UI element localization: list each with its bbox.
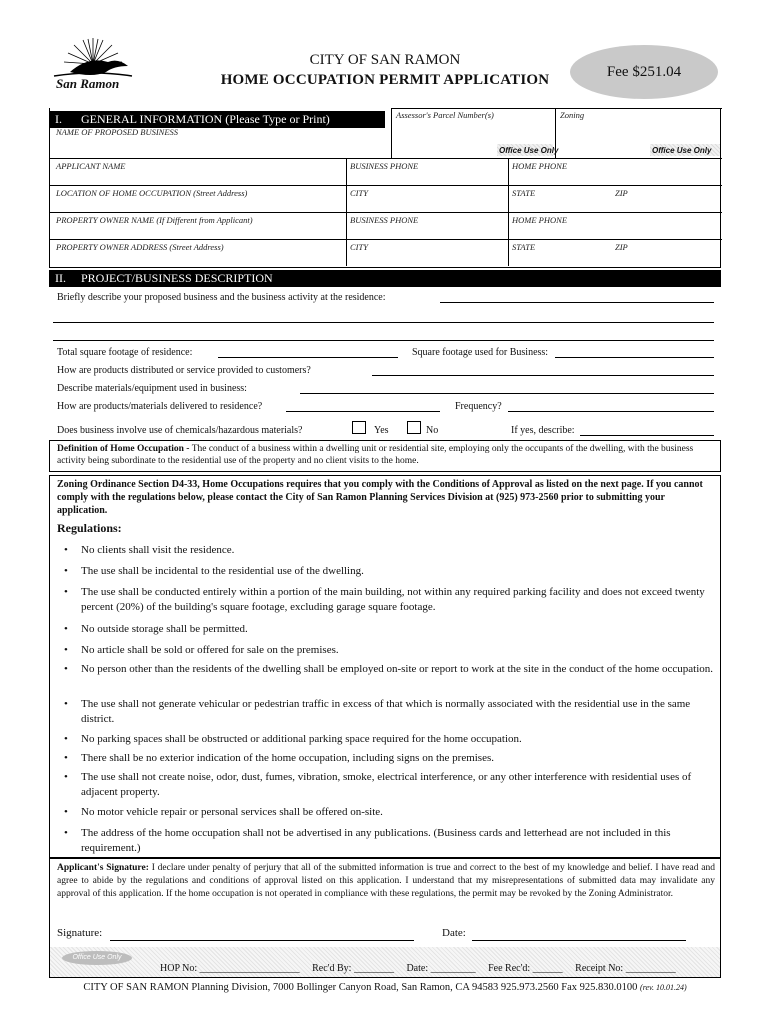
page-title: HOME OCCUPATION PERMIT APPLICATION [220,72,550,88]
owner-business-phone-label: BUSINESS PHONE [350,215,419,225]
owner-state-label: STATE [512,242,536,252]
receipt-number-field[interactable]: Receipt No: __________ [575,963,676,974]
regulation-item: • The use shall be conducted entirely within a portion of the main building, not within any required parking facility and does not exceed twenty percent (20%) of the building's square footage, excluding garage square footage. [64,586,705,613]
describe-line-3[interactable] [53,340,714,341]
definition-text: The conduct of a business within a dwelling unit or residential site, employing only the occupants of the dwelling, with the business activity being subordinate to the residential use of the property and no client visits to the home. [57,444,694,466]
office-use-badge: Office Use Only [62,951,132,965]
owner-home-phone-label: HOME PHONE [512,215,568,225]
describe-field[interactable] [440,302,714,303]
section-2-header [49,270,721,287]
signature-heading: Applicant's Signature: [57,863,149,873]
location-label: LOCATION OF HOME OCCUPATION (Street Address) [56,188,248,198]
fee-badge: Fee $251.04 [570,45,718,99]
materials-field[interactable] [300,393,714,394]
regulation-item: • The use shall not generate vehicular or pedestrian traffic in excess of that which is normally associated with the residential use in the same district. [64,698,691,725]
yes-checkbox[interactable] [352,421,366,434]
regulation-item: • No person other than the residents of the dwelling shall be employed on-site or report to work at the site in the conduct of the home occupation. [64,663,714,675]
declaration [57,862,715,901]
city-label: CITY [350,188,368,198]
owner-city-label: CITY [350,242,368,252]
sqft-residence-question: Total square footage of residence: [57,347,193,358]
distributed-question: How are products distributed or service provided to customers? [57,365,311,376]
yes-label: Yes [374,425,389,436]
if-yes-label: If yes, describe: [511,425,575,436]
signature-box [49,858,721,978]
footer-address: CITY OF SAN RAMON Planning Division, 7000 Bollinger Canyon Road, San Ramon, CA 94583 925.973.2560 Fax 925.830.0100 [83,982,638,993]
business-name-label: NAME OF PROPOSED BUSINESS [56,127,179,137]
state-label: STATE [512,188,536,198]
regulations-title: Regulations: [57,521,122,535]
definition-box [49,440,721,472]
ordinance-text: Zoning Ordinance Section D4-33, Home Occupations requires that you comply with the Conditions of Approval as listed on the next page. If you cannot comply with the regulations below, please contact the City of San Ramon Planning Services Division at (925) 973-2560 prior to submitting your application. [57,479,703,516]
definition-label: Definition of Home Occupation - [57,444,190,454]
business-phone-label: BUSINESS PHONE [350,161,419,171]
revision-date: (rev. 10.01.24) [640,983,687,992]
no-label: No [426,425,439,436]
regulations-box [49,475,721,858]
fee-received-field[interactable]: Fee Rec'd: ______ [488,963,563,974]
regulation-item: • No outside storage shall be permitted. [64,623,248,635]
describe-question: Briefly describe your proposed business and the business activity at the residence: [57,292,386,303]
sqft-business-field[interactable] [555,357,714,358]
date-field[interactable] [472,940,686,941]
section-2-number: II. [55,271,66,285]
regulation-item: • The address of the home occupation shall not be advertised in any publications. (Business cards and letterhead are not included in this requirement.) [64,827,671,854]
sqft-business-question: Square footage used for Business: [412,347,549,358]
regulation-item: • The use shall be incidental to the residential use of the dwelling. [64,565,364,577]
regulation-item: • No motor vehicle repair or personal services shall be offered on-site. [64,806,383,818]
office-use-fields [160,963,676,974]
materials-question: Describe materials/equipment used in business: [57,383,247,394]
owner-address-label: PROPERTY OWNER ADDRESS (Street Address) [56,242,224,252]
chemicals-question: Does business involve use of chemicals/hazardous materials? [57,425,303,436]
zip-label: ZIP [615,188,628,198]
home-phone-label: HOME PHONE [512,161,568,171]
section-2-title: PROJECT/BUSINESS DESCRIPTION [81,271,273,285]
general-info-form [49,108,721,268]
parcel-label: Assessor's Parcel Number(s) [396,110,494,120]
city-name: CITY OF SAN RAMON [309,52,461,68]
frequency-field[interactable] [508,411,714,412]
describe-line-2[interactable] [53,322,714,323]
signature-label: Signature: [57,927,103,939]
if-yes-field[interactable] [580,435,714,436]
business-name-field[interactable] [200,136,390,154]
zoning-label: Zoning [560,110,585,120]
frequency-question: Frequency? [455,401,502,412]
hop-number-field[interactable]: HOP No: ____________________ [160,963,300,974]
office-use-label-2: Office Use Only [652,146,712,155]
delivered-field[interactable] [286,411,440,412]
delivered-question: How are products/materials delivered to residence? [57,401,263,412]
regulation-item: • No parking spaces shall be obstructed or additional parking space required for the home occupation. [64,733,522,745]
regulation-item: • No article shall be sold or offered for sale on the premises. [64,644,339,656]
office-date-field[interactable]: Date: _________ [406,963,476,974]
date-label: Date: [442,927,466,939]
regulation-item: • The use shall not create noise, odor, dust, fumes, vibration, smoke, electrical interference, or any other interference with residential uses of adjacent property. [64,771,692,798]
regulation-item: • No clients shall visit the residence. [64,544,235,556]
no-checkbox[interactable] [407,421,421,434]
received-by-field[interactable]: Rec'd By: ________ [312,963,394,974]
owner-name-label: PROPERTY OWNER NAME (If Different from Applicant) [56,215,253,225]
distributed-field[interactable] [372,375,714,376]
regulation-item: • There shall be no exterior indication of the home occupation, including signs on the premises. [64,752,495,764]
logo-text: San Ramon [56,76,120,91]
declaration-text: I declare under penalty of perjury that all of the submitted information is true and correct to the best of my knowledge and belief. I have read and agree to abide by the regulations and conditions of approval listed on this application. I understand that my misrepresentations of submitted data may invalidate any approval of this application. If the home occupation is not operated in compliance with these regulations, the permit may be revoked by the Zoning Administrator. [57,863,715,899]
applicant-name-label: APPLICANT NAME [56,161,126,171]
footer [0,982,770,993]
signature-field[interactable] [110,940,414,941]
section-1-title: GENERAL INFORMATION (Please Type or Print) [81,112,330,126]
sqft-residence-field[interactable] [218,357,398,358]
section-1-number: I. [55,112,62,126]
office-use-label-1: Office Use Only [499,146,559,155]
owner-zip-label: ZIP [615,242,628,252]
